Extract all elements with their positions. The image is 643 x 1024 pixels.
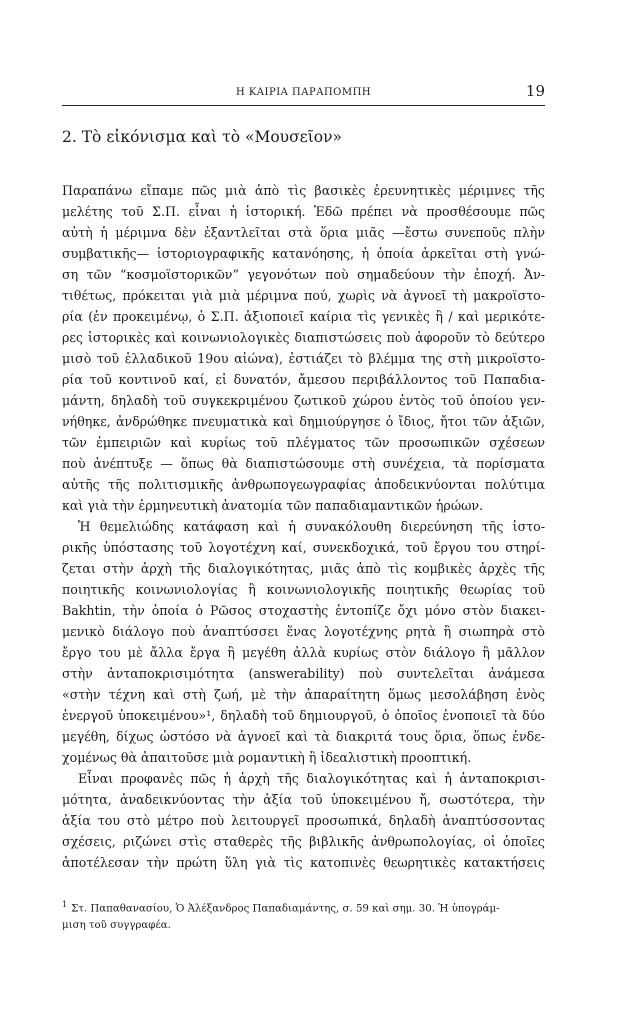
text-line: ρία τοῦ κοντινοῦ καί, εἰ δυνατόν, ἄμεσου περιβάλλοντος τοῦ Παπαδια- [62, 372, 545, 387]
text-line: Εἶναι προφανὲς πῶς ἡ ἀρχὴ τῆς διαλογικότητας καὶ ἡ ἀνταποκρισι- [78, 771, 545, 786]
text-line: Ἡ θεμελιώδης κατάφαση καὶ ἡ συνακόλουθη διερεύνηση τῆς ἱστο- [78, 519, 545, 534]
text-line: μότητα, ἀναδεικνύοντας τὴν ἀξία τοῦ ὑποκειμένου ἤ, σωστότερα, τὴν [62, 792, 545, 807]
footnote-line-1 [62, 896, 545, 917]
text-line: τιθέτως, πρόκειται γιὰ μιὰ μέριμνα πού, χωρὶς νὰ ἀγνοεῖ τὴ μακροϊστο- [62, 288, 545, 303]
text-line: μάντη, δηλαδὴ τοῦ συγκεκριμένου ζωτικοῦ χώρου ἐντὸς τοῦ ὁποίου γεν- [62, 393, 545, 408]
text-line: χομένως θὰ ἀπαιτοῦσε μιὰ ρομαντικὴ ἢ ἰδεαλιστικὴ προοπτική. [62, 750, 472, 765]
text-line: μελέτης τοῦ Σ.Π. εἶναι ἡ ἱστορική. Ἐδῶ πρέπει νὰ προσθέσουμε πῶς [62, 204, 545, 219]
text-line: ζεται στὴν ἀρχὴ τῆς διαλογικότητας, μιᾶς ἀπὸ τὶς κομβικὲς ἀρχὲς τῆς [62, 561, 545, 576]
text-line: ἀποτέλεσαν τὴν πρώτη ὕλη γιὰ τὶς κατοπινὲς θεωρητικὲς κατακτήσεις [62, 855, 545, 870]
text-line: μενικὸ διάλογο ποὺ ἀναπτύσσει ἕνας λογοτέχνης ρητὰ ἢ σιωπηρὰ στὸ [62, 624, 545, 639]
page-number: 19 [525, 82, 545, 100]
text-line: συμβατικῆς— ἱστοριογραφικῆς κατανόησης, ἡ ὁποία ἀρκεῖται στὴ γνώ- [62, 246, 545, 261]
body-text [62, 180, 545, 873]
header-rule [62, 105, 545, 106]
text-line: ρικῆς ὑπόστασης τοῦ λογοτέχνη καί, συνεκδοχικά, τοῦ ἔργου του στηρί- [62, 540, 545, 555]
text-line: ἔργο του μὲ ἄλλα ἔργα ἢ μεγέθη ἀλλὰ κυρίως στὸν διάλογο ἢ μᾶλλον [62, 645, 545, 660]
footnote-line-2: μιση τοῦ συγγραφέα. [62, 920, 171, 932]
paragraph-1 [62, 180, 545, 516]
text-line: «στὴν τέχνη καὶ στὴ ζωή, μὲ τὴν ἀπαραίτητη ὅμως μεσολάβηση ἑνὸς [62, 687, 545, 702]
footnote [62, 896, 545, 934]
text-line: ποὺ ἀνέπτυξε — ὅπως θὰ διαπιστώσουμε στὴ συνέχεια, τὰ πορίσματα [62, 456, 545, 471]
text-line: ρες ἱστορικὲς καὶ κοινωνιολογικὲς διαπιστώσεις ποὺ ἀφοροῦν τὸ δεύτερο [62, 330, 545, 345]
text-line: ποιητικῆς κοινωνιολογίας ἢ κοινωνιολογικῆς ποιητικῆς θεωρίας τοῦ [62, 582, 545, 597]
text-line: ἀξία του στὸ μέτρο ποὺ λειτουργεῖ προσωπικά, δηλαδὴ ἀναπτύσσοντας [62, 813, 545, 828]
section-title: 2. Τὸ εἰκόνισμα καὶ τὸ «Μουσεῖον» [62, 128, 343, 146]
running-head: Η ΚΑΙΡΙΑ ΠΑΡΑΠΟΜΠΗ [235, 87, 372, 98]
paragraph-2 [62, 516, 545, 768]
paragraph-3 [62, 768, 545, 873]
text-line: ἐνεργοῦ ὑποκειμένου»¹, δηλαδὴ τοῦ δημιουργοῦ, ὁ ὁποῖος ἑνοποιεῖ τὰ δύο [62, 708, 545, 723]
text-line: νήθηκε, ἀνδρώθηκε πνευματικὰ καὶ δημιούργησε ὁ ἴδιος, ἤτοι τῶν ἀξιῶν, [62, 414, 545, 429]
text-line: Bakhtin, τὴν ὁποία ὁ Ρῶσος στοχαστὴς ἐντοπίζε ὄχι μόνο στὸν διακει- [62, 603, 545, 618]
text-line: Παραπάνω εἴπαμε πῶς μιὰ ἀπὸ τὶς βασικὲς ἐρευνητικὲς μέριμνες τῆς [62, 183, 545, 198]
footnote-text: Στ. Παπαθανασίου, Ὁ Ἀλέξανδρος Παπαδιαμάντης, σ. 59 καὶ σημ. 30. Ἡ ὑπογράμ- [71, 903, 500, 915]
text-line: μεγέθη, δίχως ὡστόσο νὰ ἀγνοεῖ καὶ τὰ διακριτά τους ὅρια, ὅπως ἐνδε- [62, 729, 545, 744]
footnote-number: 1 [62, 900, 68, 909]
text-line: αὐτῆς τῆς πολιτισμικῆς ἀνθρωπογεωγραφίας ἀποδεικνύονται πολύτιμα [62, 477, 545, 492]
text-line: αὐτὴ ἡ μέριμνα δὲν ἐξαντλεῖται στὰ ὅρια μιᾶς —ἔστω συνεποῦς πλὴν [62, 225, 545, 240]
text-line: μισὸ τοῦ ἑλλαδικοῦ 19ου αἰώνα), ἐστιάζει τὸ βλέμμα της στὴ μικροϊστο- [62, 351, 545, 366]
text-line: καὶ γιὰ τὴν ἑρμηνευτικὴ ἀνατομία τῶν παπαδιαμαντικῶν ἡρώων. [62, 498, 484, 513]
text-line: ση τῶν “κοσμοϊστορικῶν” γεγονότων ποὺ σημαδεύουν τὴν ἐποχή. Ἀν- [62, 267, 545, 282]
text-line: στὴν ἀνταποκρισιμότητα (answerability) ποὺ συντελεῖται ἀνάμεσα [62, 666, 545, 681]
text-line: σχέσεις, ριζώνει στὶς σταθερὲς τῆς βιβλικῆς ἀνθρωπολογίας, οἱ ὁποῖες [62, 834, 545, 849]
text-line: ρία (ἐν προκειμένῳ, ὁ Σ.Π. ἀξιοποιεῖ καίρια τὶς γενικὲς ἢ / καὶ μερικότε- [62, 309, 545, 324]
text-line: τῶν ἐμπειριῶν καὶ κυρίως τοῦ πλέγματος τῶν προσωπικῶν σχέσεων [62, 435, 545, 450]
page-header [62, 84, 545, 104]
